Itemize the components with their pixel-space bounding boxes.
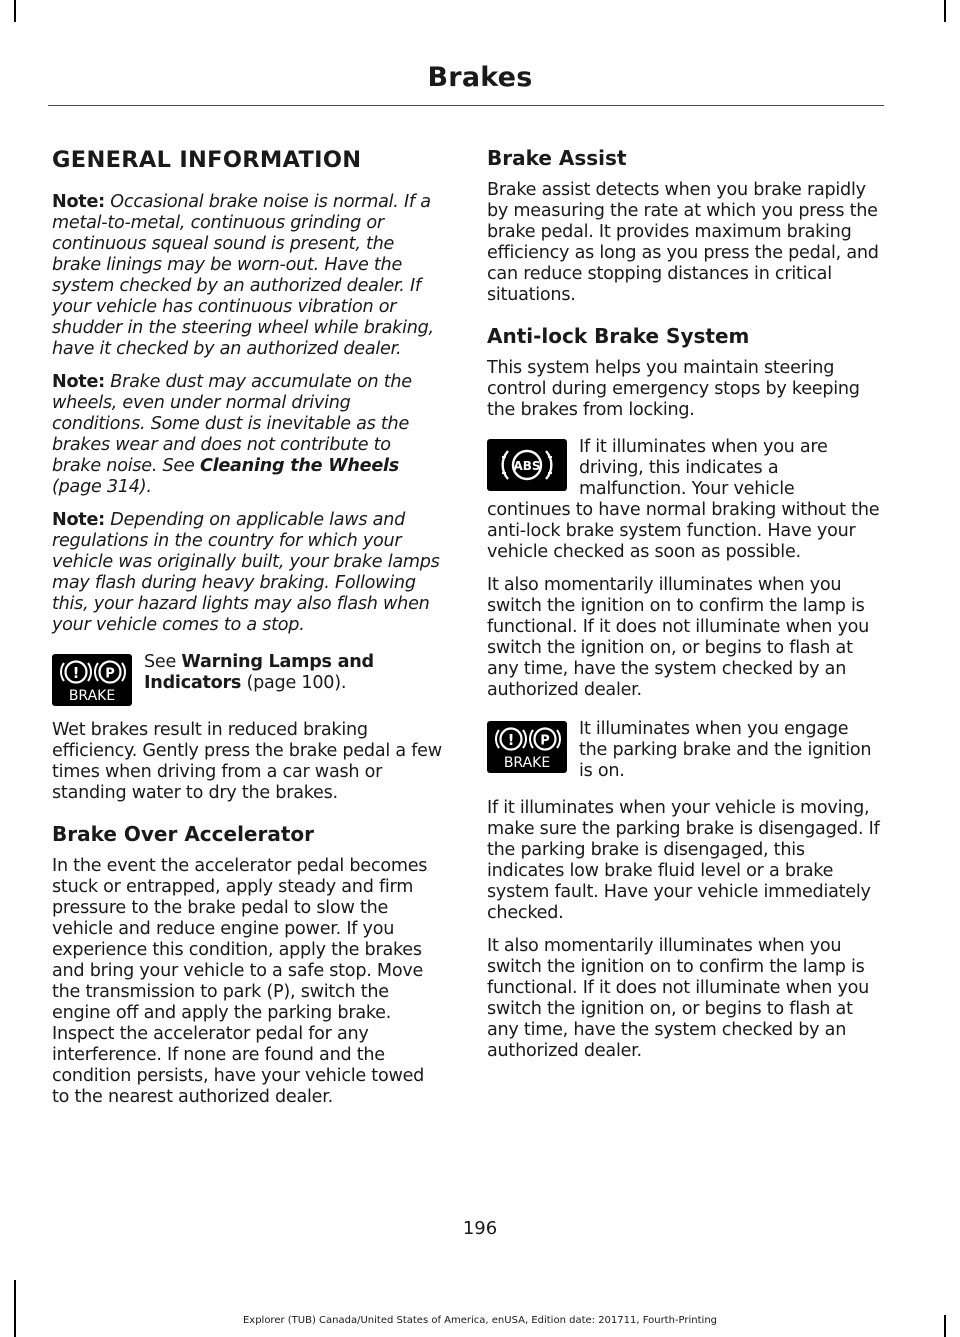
brake-lamp-paragraph: It illuminates when you engage the parking brake and the ignition is on. xyxy=(579,719,872,781)
note-brake-lamps xyxy=(52,510,445,636)
abs-intro-paragraph: This system helps you maintain steering control during emergency stops by keeping the brakes from locking. xyxy=(487,358,860,420)
left-column xyxy=(52,140,445,1120)
see-warning-lamps-block xyxy=(52,652,445,710)
abs-lamp-paragraph: If it illuminates when you are driving, this indicates a malfunction. Your vehicle continues to have normal braking without the anti-lock brake system function. Have your vehicle checked as soon as possible. xyxy=(487,437,880,562)
exclamation-glyph: ! xyxy=(72,664,80,682)
park-glyph: P xyxy=(540,733,550,749)
note-brake-noise xyxy=(52,192,445,360)
abs-warning-lamp-icon xyxy=(487,439,567,491)
brake-warning-lamp-icon xyxy=(487,721,567,773)
note-label: Note: xyxy=(52,192,105,212)
brake-warning-lamp-icon xyxy=(52,654,132,706)
brake-moving-paragraph: If it illuminates when your vehicle is moving, make sure the parking brake is disengaged. If the parking brake is disengaged, this indicates low brake fluid level or a brake system fault. Have your vehicle immediately checked. xyxy=(487,798,880,923)
crop-mark-bottom-left xyxy=(14,1280,16,1337)
brake-assist-paragraph: Brake assist detects when you brake rapidly by measuring the rate at which you press the brake pedal. It provides maximum braking efficiency as long as you press the pedal, and can reduce stopping distances in critical situations. xyxy=(487,180,879,305)
brake-over-accelerator-paragraph: In the event the accelerator pedal becomes stuck or entrapped, apply steady and firm pressure to the brake pedal to slow the vehicle and reduce engine power. If you experience this condition, apply the brakes and bring your vehicle to a safe stop. Move the transmission to park (P), switch the engine off and apply the parking brake. Inspect the accelerator pedal for any interference. If none are found and the condition persists, have your vehicle towed to the nearest authorized dealer. xyxy=(52,856,428,1107)
xref-warning-lamps-and-indicators[interactable]: Warning Lamps and Indicators xyxy=(144,652,374,693)
footer-edition-info: Explorer (TUB) Canada/United States of America, enUSA, Edition date: 201711, Fourth-Printing xyxy=(242,1315,718,1326)
abs-label-text: ABS xyxy=(513,459,541,473)
note-text-page-ref: (page 314). xyxy=(52,477,152,497)
section-heading-brake-over-accelerator: Brake Over Accelerator xyxy=(52,822,315,846)
brake-label-text: BRAKE xyxy=(68,688,116,704)
crop-mark-top-right xyxy=(944,0,946,22)
brake-lamp-block xyxy=(487,719,880,794)
abs-momentary-paragraph: It also momentarily illuminates when you switch the ignition on to confirm the lamp is functional. If it does not illuminate when you switch the ignition on, or begins to flash at any time, have the system checked by an authorized dealer. xyxy=(487,575,870,700)
section-heading-anti-lock-brake-system: Anti-lock Brake System xyxy=(487,324,750,348)
brake-label-text: BRAKE xyxy=(503,755,551,771)
crop-mark-top-left xyxy=(14,0,16,22)
note-text: Depending on applicable laws and regulations in the country for which your vehicle was originally built, your brake lamps may flash during heavy braking. Following this, your hazard lights may also flash when your vehicle comes to a stop. xyxy=(52,510,440,635)
see-page-ref: (page 100). xyxy=(241,673,347,693)
right-column xyxy=(487,140,880,1074)
note-label: Note: xyxy=(52,372,105,392)
page-number: 196 xyxy=(462,1218,498,1239)
section-heading-brake-assist: Brake Assist xyxy=(487,146,627,170)
wet-brakes-paragraph: Wet brakes result in reduced braking efficiency. Gently press the brake pedal a few times when driving from a car wash or standing water to dry the brakes. xyxy=(52,720,442,803)
page-title: Brakes xyxy=(427,62,533,93)
see-prefix: See xyxy=(144,652,182,672)
brake-momentary-paragraph: It also momentarily illuminates when you switch the ignition on to confirm the lamp is functional. If it does not illuminate when you switch the ignition on, or begins to flash at any time, have the system checked by an authorized dealer. xyxy=(487,936,870,1061)
note-brake-dust xyxy=(52,372,445,498)
abs-lamp-block xyxy=(487,437,880,563)
park-glyph: P xyxy=(105,666,115,682)
exclamation-glyph: ! xyxy=(507,731,515,749)
note-label: Note: xyxy=(52,510,105,530)
section-heading-general-information: GENERAL INFORMATION xyxy=(52,147,362,173)
note-text: Brake dust may accumulate on the wheels, even under normal driving conditions. Some dust is inevitable as the brakes wear and does not contribute to brake noise. See xyxy=(52,372,412,476)
header-divider xyxy=(48,105,884,106)
note-text: Occasional brake noise is normal. If a metal-to-metal, continuous grinding or continuous squeal sound is present, the brake linings may be worn-out. Have the system checked by an authorized dealer. If your vehicle has continuous vibration or shudder in the steering wheel while braking, have it checked by an authorized dealer. xyxy=(52,192,434,359)
xref-cleaning-the-wheels[interactable]: Cleaning the Wheels xyxy=(199,456,400,476)
